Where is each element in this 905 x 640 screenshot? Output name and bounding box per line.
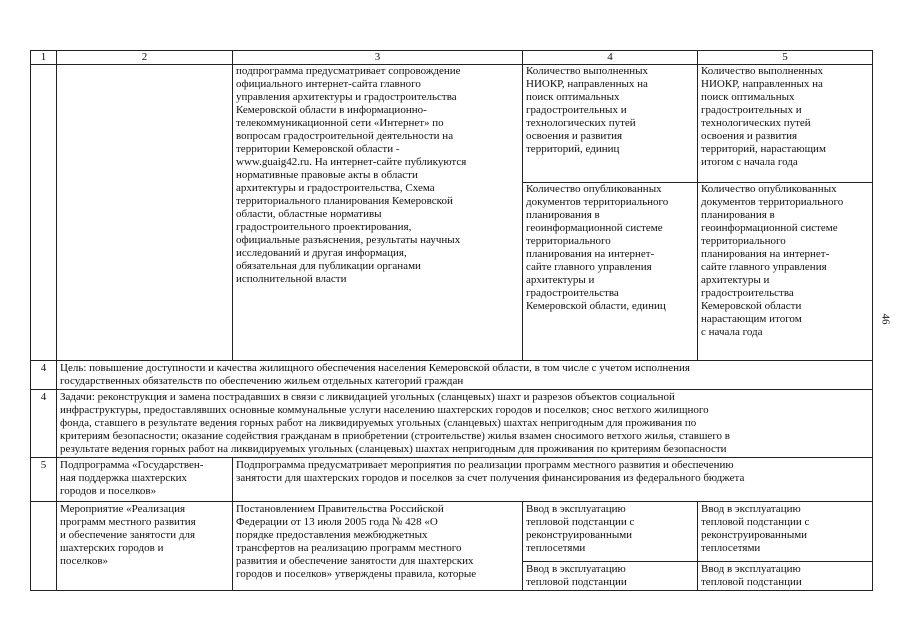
continuation-row-a xyxy=(31,65,873,183)
header-cell-1: 1 xyxy=(31,51,57,65)
header-cell-4: 4 xyxy=(523,51,698,65)
header-row xyxy=(31,51,873,65)
header-cell-3: 3 xyxy=(233,51,523,65)
header-cell-5: 5 xyxy=(698,51,873,65)
header-cell-2: 2 xyxy=(57,51,233,65)
goal-number: 4 xyxy=(31,361,57,390)
measure-row-a xyxy=(31,502,873,562)
tasks-text: Задачи: реконструкция и замена пострадавших в связи с ликвидацией угольных (сланцевых) шахт и разрезов объектов социальной инфраструктуры, предоставлявших основные коммунальные услуги населению шахтерских городов и поселков; снос ветхого жилищного фонда, ставшего в результате ведения горных работ на ликвидируемых угольных (сланцевых) шахтах непригодным для проживания по критериям безопасности; оказание содействия гражданам в приобретении (строительстве) жилья взамен сносимого ветхого жилья, ставшего в результате ведения горных работ на ликвидируемых угольных (сланцевых) шахтах непригодным для проживания по критериям безопасности xyxy=(57,390,873,458)
indicator-cell: Количество выполненных НИОКР, направленных на поиск оптимальных градостроительных и технологических путей освоения и развития территорий, единиц xyxy=(523,65,698,183)
empty-name-cell xyxy=(57,65,233,361)
subprogram-number: 5 xyxy=(31,458,57,502)
indicator-cell: Количество опубликованных документов территориального планирования в геоинформационной системе территориального планирования на интернет- сайте главного управления архитектуры и градостроительства Кемеровской области, единиц xyxy=(523,183,698,361)
program-table xyxy=(30,50,873,591)
subprogram-description: Подпрограмма предусматривает мероприятия по реализации программ местного развития и обеспечению занятости для шахтерских городов и поселков за счет получения финансирования из федерального бюджета xyxy=(233,458,873,502)
measure-name: Мероприятие «Реализация программ местного развития и обеспечение занятости для шахтерских городов и поселков» xyxy=(57,502,233,591)
goal-row xyxy=(31,361,873,390)
description-cell: подпрограмма предусматривает сопровождение официального интернет-сайта главного управления архитектуры и градостроительства Кемеровской области в информационно- телекоммуникационной сети «Интернет» по вопросам градостроительной деятельности на территории Кемеровской области - www.guaig42.ru. На интернет-сайте публикуются нормативные правовые акты в области архитектуры и градостроительства, Схема территориального планирования Кемеровской области, областные нормативы градостроительного проектирования, официальные разъяснения, результаты научных исследований и другая информация, обязательная для публикации органами исполнительной власти xyxy=(233,65,523,361)
measure-description: Постановлением Правительства Российской Федерации от 13 июля 2005 года № 428 «О порядке предоставления межбюджетных трансфертов на реализацию программ местного развития и обеспечение занятости для шахтерских городов и поселков» утверждены правила, которые xyxy=(233,502,523,591)
page-number: 46 xyxy=(879,313,892,325)
tasks-number: 4 xyxy=(31,390,57,458)
empty-num-cell xyxy=(31,502,57,591)
empty-num-cell xyxy=(31,65,57,361)
goal-text: Цель: повышение доступности и качества жилищного обеспечения населения Кемеровской области, в том числе с учетом исполнения государственных обязательств по обеспечению жильем отдельных категорий граждан xyxy=(57,361,873,390)
subprogram-name: Подпрограмма «Государствен- ная поддержка шахтерских городов и поселков» xyxy=(57,458,233,502)
measure-indicator-cell: Ввод в эксплуатацию тепловой подстанции с реконструированными теплосетями xyxy=(523,502,698,562)
subprogram-row xyxy=(31,458,873,502)
indicator-cumulative-cell: Количество выполненных НИОКР, направленных на поиск оптимальных градостроительных и технологических путей освоения и развития территорий, нарастающим итогом с начала года xyxy=(698,65,873,183)
indicator-cumulative-cell: Количество опубликованных документов территориального планирования в геоинформационной системе территориального планирования на интернет- сайте главного управления архитектуры и градостроительства Кемеровской области нарастающим итогом с начала года xyxy=(698,183,873,361)
measure-indicator-cumulative-cell: Ввод в эксплуатацию тепловой подстанции xyxy=(698,562,873,591)
tasks-row xyxy=(31,390,873,458)
measure-indicator-cumulative-cell: Ввод в эксплуатацию тепловой подстанции с реконструированными теплосетями xyxy=(698,502,873,562)
measure-indicator-cell: Ввод в эксплуатацию тепловой подстанции xyxy=(523,562,698,591)
